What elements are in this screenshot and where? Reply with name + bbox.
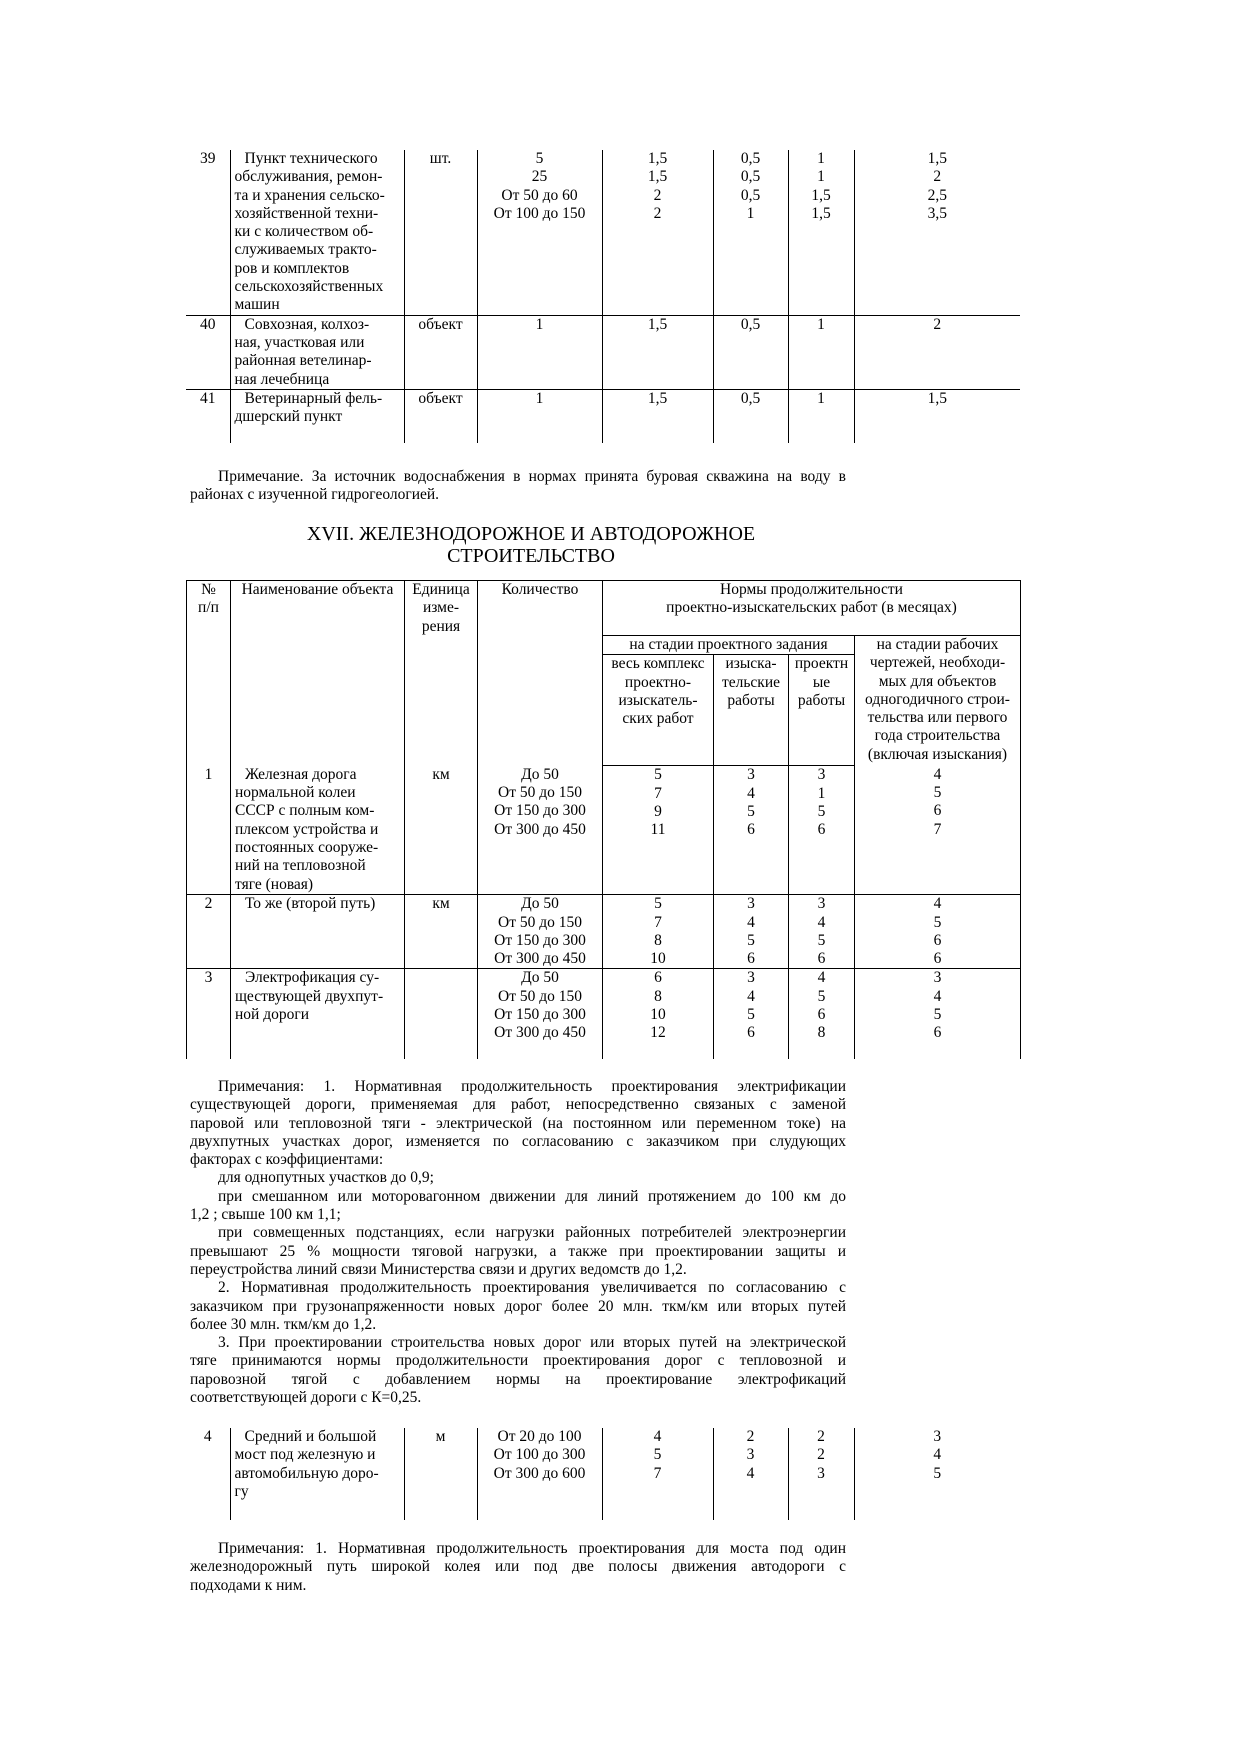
cell-working bbox=[855, 895, 1021, 969]
table-row bbox=[186, 315, 1020, 389]
cell-qty-line: От 100 до 300 bbox=[493, 1446, 586, 1464]
table-row bbox=[187, 895, 1021, 969]
cell-design-line: 6 bbox=[817, 950, 826, 968]
cell-name bbox=[231, 766, 405, 895]
cell-design-line: 1 bbox=[817, 784, 826, 802]
cell-qty-line: От 150 до 300 bbox=[494, 931, 586, 949]
note-line: при смешанном или моторовагонном движении для линий протяжением до 100 км до bbox=[218, 1187, 846, 1205]
note-line: 3. При проектировании строительства новых дорог или вторых путей на электрической bbox=[218, 1334, 846, 1352]
header-working-line: мых для объектов bbox=[878, 672, 997, 690]
header-qty: Количество bbox=[478, 581, 603, 766]
cell-design-line: 3 bbox=[817, 895, 826, 913]
cell-working-line: 3,5 bbox=[927, 204, 947, 222]
cell-qty-line: От 300 до 450 bbox=[494, 820, 586, 838]
cell-design-line: 4 bbox=[817, 969, 826, 987]
cell-full-line: 8 bbox=[654, 931, 662, 949]
cell-name-line: Электрофикация су- bbox=[245, 969, 380, 987]
header-name: Наименование объекта bbox=[231, 581, 405, 766]
note-line: подходами к ним. bbox=[190, 1576, 307, 1594]
cell-working-line: 4 bbox=[933, 1446, 942, 1464]
cell-design-line: 1,5 bbox=[811, 186, 831, 204]
cell-working bbox=[855, 969, 1021, 1059]
cell-full-line: 5 bbox=[653, 1446, 662, 1464]
note-line: районах с изученной гидрогеологией. bbox=[190, 486, 440, 504]
cell-design-line: 5 bbox=[817, 987, 826, 1005]
cell-full bbox=[602, 315, 713, 389]
cell-name-line: нормальной колеи bbox=[235, 784, 356, 802]
header-col-survey-line: тельские bbox=[721, 673, 781, 691]
cell-full-line: 7 bbox=[654, 913, 662, 931]
cell-working-line: 2 bbox=[933, 168, 942, 186]
cell-name-line: СССР с полным ком- bbox=[235, 802, 375, 820]
cell-design-line: 1,5 bbox=[811, 204, 831, 222]
cell-name-line: обслуживания, ремон- bbox=[234, 168, 383, 186]
cell-name-line: плексом устройства и bbox=[235, 820, 379, 838]
cell-survey-line: 5 bbox=[747, 1006, 755, 1024]
cell-working-line: 7 bbox=[933, 820, 942, 838]
cell-full bbox=[603, 969, 714, 1059]
cell-design bbox=[788, 150, 854, 315]
cell-name-line: Средний и большой bbox=[244, 1428, 377, 1445]
note-water-supply bbox=[190, 468, 846, 505]
cell-survey-line: 3 bbox=[747, 766, 755, 784]
cell-name-line: ной дороги bbox=[235, 1006, 310, 1024]
section-title-line-1: XVII. ЖЕЛЕЗНОДОРОЖНОЕ И АВТОДОРОЖНОЕ bbox=[306, 523, 756, 545]
cell-survey-line: 3 bbox=[747, 895, 755, 913]
cell-qty-line: От 20 до 100 bbox=[497, 1428, 582, 1445]
cell-survey-line: 2 bbox=[746, 1428, 755, 1445]
cell-num: 2 bbox=[187, 895, 231, 969]
table-bridge bbox=[186, 1428, 1020, 1520]
cell-design-line: 5 bbox=[817, 931, 826, 949]
table-row bbox=[186, 150, 1020, 315]
note-line: 2. Нормативная продолжительность проектирования увеличивается по согласованию с bbox=[218, 1279, 846, 1297]
cell-full-line: 7 bbox=[653, 1464, 662, 1482]
cell-full-line: 5 bbox=[654, 766, 662, 784]
cell-survey-line: 4 bbox=[746, 1464, 755, 1482]
cell-working-line: 5 bbox=[933, 1464, 942, 1482]
cell-survey bbox=[713, 1428, 788, 1520]
cell-full-line: 1,5 bbox=[647, 315, 668, 333]
cell-design-line: 3 bbox=[817, 1464, 825, 1482]
header-unit-line: рения bbox=[421, 617, 461, 635]
cell-working-line: 5 bbox=[933, 784, 942, 802]
note-line: факторах с коэффициентами: bbox=[190, 1151, 384, 1169]
cell-name-line: ки с количеством об- bbox=[234, 223, 374, 241]
cell-survey-line: 3 bbox=[746, 1446, 755, 1464]
cell-qty bbox=[478, 969, 603, 1059]
note-line: соответствующей дороги с К=0,25. bbox=[190, 1389, 422, 1407]
note-line: двухпутных участках дорог, изменяется по согласованию с заказчиком при слудующих bbox=[190, 1132, 846, 1150]
cell-survey bbox=[713, 315, 788, 389]
cell-full-line: 7 bbox=[654, 784, 662, 802]
cell-qty-line: До 50 bbox=[521, 969, 559, 987]
cell-working-line: 4 bbox=[933, 895, 942, 913]
cell-num: 1 bbox=[187, 766, 231, 895]
cell-design bbox=[789, 766, 855, 895]
header-col-design-line: работы bbox=[797, 691, 846, 709]
header-unit bbox=[405, 581, 478, 766]
cell-working-line: 1,5 bbox=[927, 389, 947, 407]
header-col-survey bbox=[714, 655, 789, 766]
header-col-design-line: проектн bbox=[794, 655, 849, 673]
note-line: превышают 25 % мощности тяговой нагрузки, а также при проектировании защиты и bbox=[190, 1242, 846, 1260]
note-line: переустройства линий связи Министерства связи и других ведомств до 1,2. bbox=[190, 1260, 687, 1278]
cell-full-line: 5 bbox=[654, 895, 662, 913]
header-col-design bbox=[789, 655, 855, 766]
cell-name-line: та и хранения сельско- bbox=[234, 186, 385, 204]
cell-working-line: 6 bbox=[933, 802, 942, 820]
cell-design-line: 1 bbox=[817, 168, 825, 186]
cell-name-line: автомобильную доро- bbox=[234, 1464, 379, 1482]
header-working-line: (включая изыскания) bbox=[867, 745, 1008, 763]
note-line: Примечания: 1. Нормативная продолжительность проектирования для моста под один bbox=[218, 1540, 846, 1557]
header-working-line: на стадии рабочих bbox=[876, 636, 999, 653]
cell-name-line: Железная дорога bbox=[245, 765, 357, 783]
cell-survey-line: 3 bbox=[747, 969, 755, 987]
header-unit-line: изме- bbox=[422, 599, 460, 617]
cell-survey-line: 4 bbox=[747, 784, 755, 802]
cell-name-line: гу bbox=[234, 1482, 249, 1500]
cell-design-line: 1 bbox=[817, 315, 825, 333]
cell-full-line: 2 bbox=[653, 186, 662, 204]
table-row bbox=[186, 389, 1020, 443]
note-line: для однопутных участков до 0,9; bbox=[218, 1169, 434, 1187]
header-norms-line: Нормы продолжительности bbox=[720, 581, 903, 598]
cell-num: 41 bbox=[186, 389, 230, 443]
note-line: Примечание. За источник водоснабжения в нормах принята буровая скважина на воду в bbox=[218, 468, 846, 485]
cell-design-line: 2 bbox=[817, 1446, 825, 1464]
cell-name bbox=[230, 315, 404, 389]
note-line: тяге принимаются нормы продолжительности проектирования дорог с тепловозной и bbox=[190, 1352, 846, 1370]
cell-unit: объект bbox=[404, 389, 477, 443]
table-railway-road bbox=[186, 580, 1021, 1059]
cell-working-line: 4 bbox=[933, 765, 942, 783]
cell-name-line: ров и комплектов bbox=[234, 259, 350, 277]
cell-survey-line: 0,5 bbox=[740, 389, 761, 407]
cell-qty-line: От 150 до 300 bbox=[494, 802, 586, 820]
cell-name-line: дшерский пункт bbox=[234, 408, 343, 426]
cell-survey-line: 1 bbox=[746, 204, 755, 222]
header-col-full-line: изыскатель- bbox=[618, 691, 698, 709]
cell-design bbox=[788, 1428, 854, 1520]
cell-design bbox=[788, 315, 854, 389]
cell-num: 4 bbox=[186, 1428, 230, 1520]
cell-full-line: 1,5 bbox=[647, 389, 668, 407]
cell-name-line: ная лечебница bbox=[234, 370, 330, 388]
cell-qty bbox=[477, 150, 602, 315]
cell-working-line: 1,5 bbox=[927, 150, 947, 167]
table-row bbox=[187, 969, 1021, 1059]
cell-full bbox=[602, 150, 713, 315]
cell-survey-line: 0,5 bbox=[740, 186, 761, 204]
cell-survey-line: 5 bbox=[747, 931, 755, 949]
note-line: паровой или тепловозной тяги - электрической (на постоянном или переменном токе) на bbox=[190, 1114, 846, 1132]
cell-unit: объект bbox=[404, 315, 477, 389]
cell-qty-line: От 50 до 150 bbox=[498, 987, 582, 1005]
cell-design bbox=[788, 389, 854, 443]
cell-design-line: 5 bbox=[817, 802, 826, 820]
header-col-full-line: ских работ bbox=[622, 710, 694, 728]
note-line: при совмещенных подстанциях, если нагрузки районных потребителей электроэнергии bbox=[218, 1224, 846, 1242]
cell-survey-line: 6 bbox=[747, 950, 755, 968]
cell-name-line: тяге (новая) bbox=[235, 875, 314, 893]
note-line: более 30 млн. ткм/км до 1,2. bbox=[190, 1315, 377, 1333]
cell-name-line: постоянных сооруже- bbox=[235, 838, 379, 856]
cell-survey-line: 4 bbox=[747, 987, 755, 1005]
cell-working-line: 3 bbox=[933, 1428, 942, 1445]
cell-working-line: 2 bbox=[933, 315, 942, 333]
cell-name-line: Пункт технического bbox=[244, 150, 378, 167]
cell-name-line: ний на тепловозной bbox=[235, 857, 366, 875]
cell-num: 3 bbox=[187, 969, 231, 1059]
cell-name bbox=[231, 895, 405, 969]
header-working-line: одногодичного строи- bbox=[865, 690, 1010, 708]
cell-working-line: 2,5 bbox=[927, 186, 947, 204]
section-title bbox=[186, 523, 876, 567]
cell-qty-line: От 300 до 450 bbox=[494, 950, 586, 968]
header-col-full bbox=[603, 655, 714, 766]
cell-qty bbox=[478, 895, 603, 969]
cell-name bbox=[230, 1428, 404, 1520]
note-line: заказчиком при грузонапряженности новых дорог более 20 млн. ткм/км или вторых путей bbox=[190, 1297, 846, 1315]
note-bridge bbox=[190, 1540, 846, 1595]
cell-name-line: сельскохозяйственных bbox=[234, 278, 384, 296]
cell-design-line: 6 bbox=[817, 1006, 826, 1024]
cell-qty bbox=[477, 1428, 602, 1520]
cell-design bbox=[789, 969, 855, 1059]
cell-qty bbox=[478, 766, 603, 895]
cell-qty-line: От 150 до 300 bbox=[494, 1006, 586, 1024]
cell-survey-line: 6 bbox=[747, 1024, 755, 1042]
header-num bbox=[187, 581, 231, 766]
header-col-design-line: ые bbox=[812, 673, 831, 691]
cell-full-line: 8 bbox=[654, 987, 662, 1005]
cell-working bbox=[854, 315, 1020, 389]
cell-design bbox=[789, 895, 855, 969]
cell-working-line: 3 bbox=[933, 969, 942, 987]
cell-full-line: 12 bbox=[650, 1024, 666, 1042]
cell-qty-line: До 50 bbox=[521, 765, 559, 783]
header-num-line: № bbox=[201, 581, 216, 598]
cell-name-line: То же (второй путь) bbox=[245, 895, 376, 913]
cell-qty-line: От 50 до 60 bbox=[501, 186, 578, 204]
header-norms-line: проектно-изыскательских работ (в месяцах) bbox=[666, 599, 957, 617]
cell-name bbox=[231, 969, 405, 1059]
cell-working bbox=[854, 389, 1020, 443]
cell-working-line: 6 bbox=[933, 1024, 942, 1042]
cell-design-line: 3 bbox=[817, 766, 826, 784]
note-line: Примечания: 1. Нормативная продолжительность проектирования электрификации bbox=[218, 1078, 846, 1095]
cell-name-line: Ветеринарный фель- bbox=[244, 389, 383, 407]
cell-full-line: 4 bbox=[653, 1428, 662, 1445]
cell-design-line: 8 bbox=[817, 1024, 826, 1042]
cell-name-line: ществующей двухпут- bbox=[235, 987, 384, 1005]
note-electrification bbox=[190, 1078, 846, 1407]
cell-survey-line: 6 bbox=[747, 821, 755, 839]
cell-design-line: 1 bbox=[817, 150, 825, 167]
cell-full-line: 1,5 bbox=[647, 168, 668, 186]
header-stage-working bbox=[855, 636, 1021, 766]
cell-full-line: 2 bbox=[653, 204, 662, 222]
cell-design-line: 6 bbox=[817, 821, 826, 839]
table-continued-top bbox=[186, 150, 1020, 443]
cell-full bbox=[603, 766, 714, 895]
cell-qty-line: 5 bbox=[535, 150, 544, 167]
cell-qty-line: От 300 до 600 bbox=[493, 1464, 586, 1482]
section-title-line-2: СТРОИТЕЛЬСТВО bbox=[447, 545, 615, 567]
cell-name bbox=[230, 150, 404, 315]
cell-full bbox=[602, 1428, 713, 1520]
cell-survey bbox=[714, 969, 789, 1059]
note-line: 1,2 ; свыше 100 км 1,1; bbox=[190, 1206, 341, 1224]
header-col-survey-line: работы bbox=[727, 691, 775, 709]
cell-working-line: 5 bbox=[933, 913, 942, 931]
cell-unit: м bbox=[404, 1428, 477, 1520]
cell-survey-line: 0,5 bbox=[740, 168, 761, 186]
cell-name-line: служиваемых тракто- bbox=[234, 241, 377, 259]
header-col-full-line: проектно- bbox=[624, 673, 692, 691]
cell-name-line: районная ветелинар- bbox=[234, 352, 372, 370]
cell-design-line: 2 bbox=[817, 1428, 825, 1445]
cell-unit bbox=[405, 969, 478, 1059]
header-col-survey-line: изыска- bbox=[725, 655, 777, 673]
header-stage-project: на стадии проектного задания bbox=[603, 636, 855, 655]
cell-qty-line: От 300 до 450 bbox=[494, 1024, 586, 1042]
header-working-line: года строительства bbox=[874, 727, 1001, 745]
cell-survey-line: 0,5 bbox=[740, 315, 761, 333]
cell-qty-line: От 50 до 150 bbox=[498, 784, 582, 802]
cell-name-line: машин bbox=[234, 296, 280, 314]
cell-unit: км bbox=[405, 895, 478, 969]
cell-qty-line: От 100 до 150 bbox=[493, 204, 586, 222]
table-row bbox=[187, 766, 1021, 895]
cell-survey bbox=[713, 150, 788, 315]
cell-full bbox=[602, 389, 713, 443]
cell-full-line: 1,5 bbox=[647, 150, 668, 167]
cell-full-line: 11 bbox=[650, 821, 666, 839]
cell-design-line: 4 bbox=[817, 913, 826, 931]
header-num-line: п/п bbox=[198, 599, 219, 617]
cell-num: 39 bbox=[186, 150, 230, 315]
cell-qty-line: 1 bbox=[535, 389, 544, 407]
cell-full-line: 10 bbox=[650, 1006, 666, 1024]
cell-working bbox=[854, 1428, 1020, 1520]
cell-qty-line: До 50 bbox=[521, 895, 559, 913]
cell-qty bbox=[477, 389, 602, 443]
cell-name-line: мост под железную и bbox=[234, 1446, 376, 1464]
header-col-full-line: весь комплекс bbox=[611, 655, 705, 673]
cell-name-line: ная, участковая или bbox=[234, 333, 365, 351]
cell-full-line: 9 bbox=[654, 802, 662, 820]
header-working-line: тельства или первого bbox=[867, 709, 1008, 727]
header-unit-line: Единица bbox=[412, 581, 470, 598]
cell-full-line: 10 bbox=[650, 950, 666, 968]
cell-working-line: 4 bbox=[933, 987, 942, 1005]
cell-design-line: 1 bbox=[817, 389, 825, 407]
cell-survey-line: 4 bbox=[747, 913, 755, 931]
cell-qty-line: 25 bbox=[531, 168, 548, 186]
cell-full-line: 6 bbox=[654, 969, 662, 987]
cell-survey bbox=[714, 766, 789, 895]
cell-working-line: 6 bbox=[933, 950, 942, 968]
cell-qty-line: От 50 до 150 bbox=[498, 913, 582, 931]
cell-working-line: 5 bbox=[933, 1006, 942, 1024]
cell-qty bbox=[477, 315, 602, 389]
cell-survey-line: 5 bbox=[747, 802, 755, 820]
cell-unit: шт. bbox=[404, 150, 477, 315]
cell-full bbox=[603, 895, 714, 969]
cell-survey bbox=[713, 389, 788, 443]
cell-working bbox=[855, 766, 1021, 895]
note-line: паровозной тягой с добавлением нормы на проектирование электрофикаций bbox=[190, 1370, 846, 1388]
header-working-line: чертежей, необходи- bbox=[869, 654, 1006, 672]
cell-num: 40 bbox=[186, 315, 230, 389]
note-line: существующей дороги, применяемая для работ, непосредственно связаных с заменой bbox=[190, 1096, 846, 1114]
cell-survey bbox=[714, 895, 789, 969]
cell-qty-line: 1 bbox=[535, 315, 544, 333]
cell-survey-line: 0,5 bbox=[740, 150, 761, 167]
table-row bbox=[186, 1428, 1020, 1520]
cell-unit: км bbox=[405, 766, 478, 895]
cell-name-line: хозяйственной техни- bbox=[234, 204, 379, 222]
note-line: железнодорожный путь широкой колея или под две полосы движения автодороги с bbox=[190, 1558, 846, 1576]
cell-name-line: Совхозная, колхоз- bbox=[244, 315, 370, 333]
cell-working-line: 6 bbox=[933, 931, 942, 949]
header-norms bbox=[603, 581, 1021, 636]
cell-working bbox=[854, 150, 1020, 315]
cell-name bbox=[230, 389, 404, 443]
